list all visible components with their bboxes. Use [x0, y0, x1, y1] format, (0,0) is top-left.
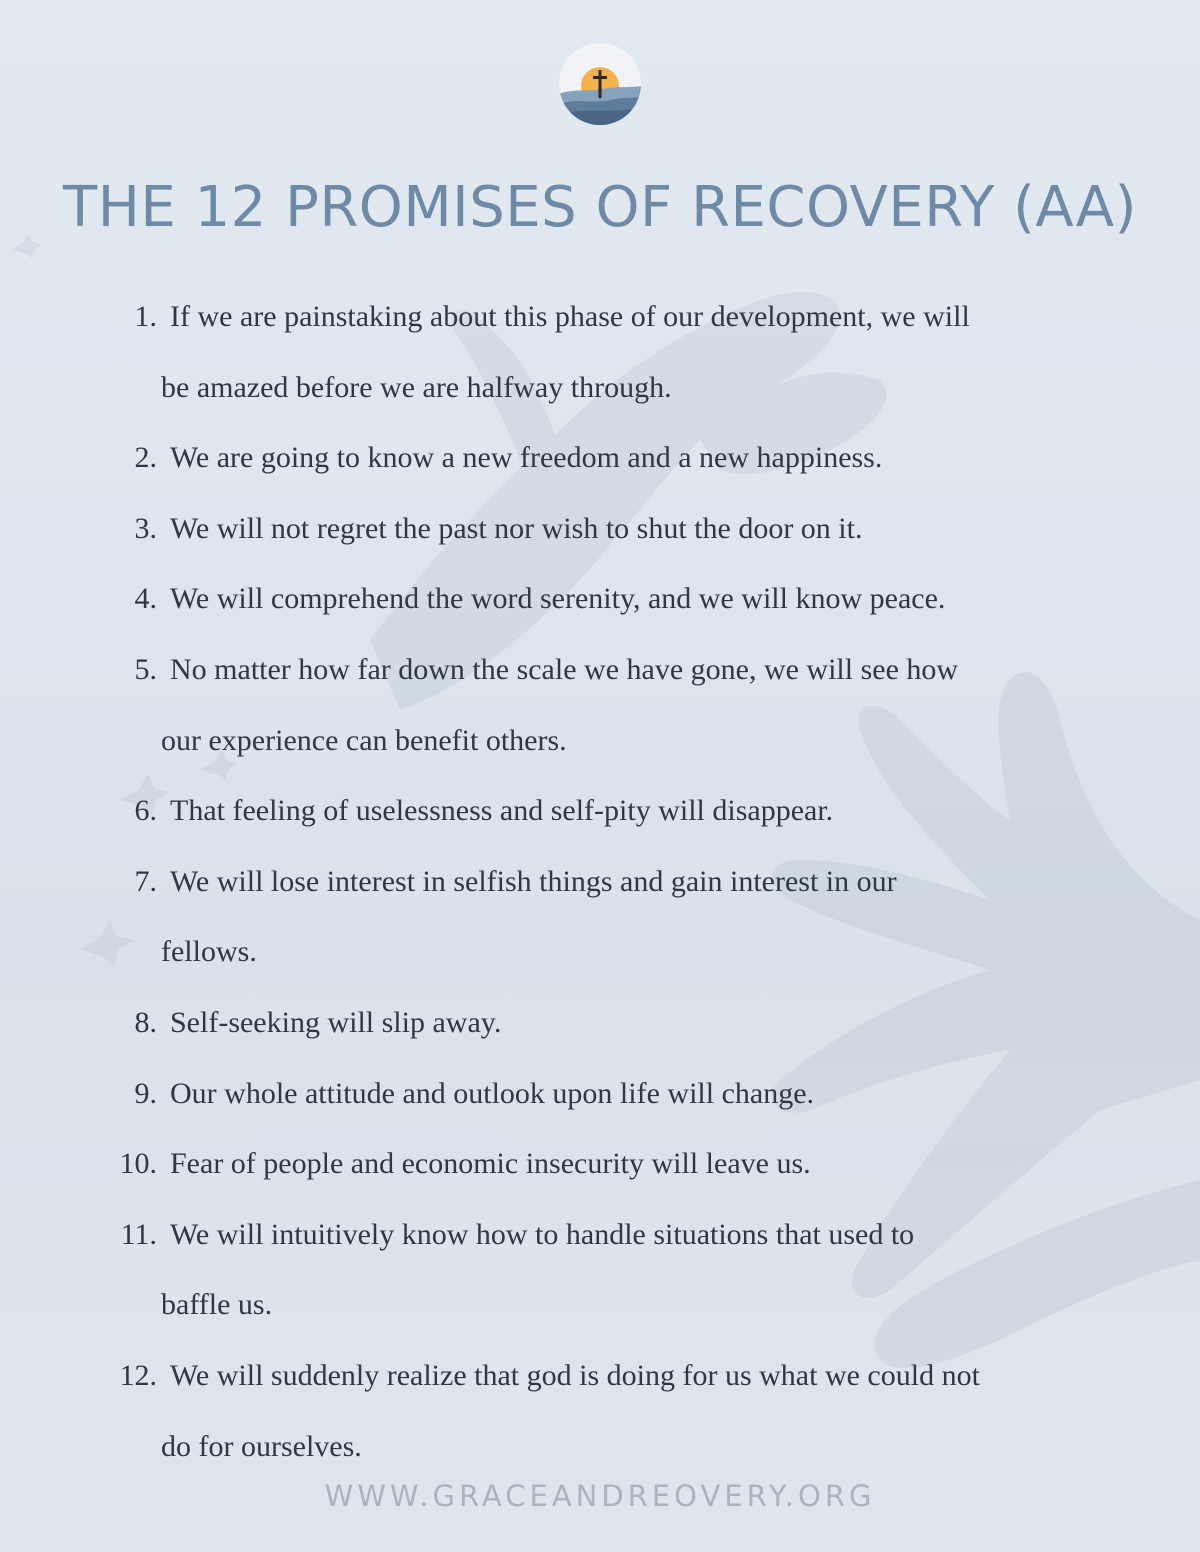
promise-item: [0, 847, 1200, 988]
promise-text-continuation: baffle us.: [161, 1288, 273, 1322]
promise-item: [0, 282, 1200, 423]
promise-text-line: Fear of people and economic insecurity will leave us.: [170, 1147, 811, 1181]
promise-number: 9.: [134, 1076, 157, 1110]
promise-number: 1.: [134, 300, 157, 333]
promise-text-line: We will comprehend the word serenity, and we will know peace.: [170, 582, 946, 616]
promise-number: 7.: [134, 864, 157, 898]
promise-text-line: We will intuitively know how to handle situations that used to: [170, 1217, 915, 1251]
promise-item: [0, 1129, 1200, 1200]
promise-item: [0, 423, 1200, 494]
promise-number: 8.: [134, 1005, 157, 1039]
promise-number: 6.: [134, 794, 157, 828]
promise-text-line: We will lose interest in selfish things and gain interest in our: [170, 864, 897, 898]
promise-number: 12.: [119, 1358, 157, 1392]
promise-text: [161, 1200, 1100, 1341]
promise-text: [161, 282, 1100, 423]
promise-text: [161, 635, 1100, 776]
website-url: WWW.GRACEANDREOVERY.ORG: [324, 1479, 876, 1513]
promise-text-line: That feeling of uselessness and self-pity will disappear.: [170, 794, 834, 828]
promise-text: [170, 564, 1100, 635]
promise-item: [0, 1200, 1200, 1341]
promise-number: 10.: [119, 1147, 157, 1181]
promise-text: [170, 776, 1100, 847]
promise-number: 4.: [134, 582, 157, 616]
promise-text-line: Our whole attitude and outlook upon life will change.: [170, 1076, 815, 1110]
promise-item: [0, 564, 1200, 635]
promise-item: [0, 635, 1200, 776]
cross-sunset-logo-icon: [558, 42, 642, 126]
promise-text: [161, 1341, 1100, 1482]
promise-text-line: We are going to know a new freedom and a new happiness.: [170, 441, 883, 475]
promise-text: [170, 988, 1100, 1059]
promise-item: [0, 776, 1200, 847]
promise-number: 3.: [134, 511, 157, 545]
promise-text-line: We will suddenly realize that god is doing for us what we could not: [170, 1358, 980, 1392]
promise-text-continuation: our experience can benefit others.: [161, 723, 567, 757]
promise-text-continuation: be amazed before we are halfway through.: [161, 370, 672, 404]
promise-text-line: Self-seeking will slip away.: [170, 1005, 502, 1039]
promises-list: [0, 282, 1200, 1482]
promise-text-continuation: do for ourselves.: [161, 1429, 362, 1463]
page-title: THE 12 PROMISES OF RECOVERY (AA): [63, 175, 1137, 240]
promise-text-continuation: fellows.: [161, 935, 257, 969]
promise-text: [170, 423, 1100, 494]
promise-number: 5.: [134, 652, 157, 686]
promise-number: 2.: [134, 441, 157, 475]
promise-item: [0, 1059, 1200, 1130]
promise-text: [170, 494, 1100, 565]
promise-number: 11.: [120, 1217, 157, 1251]
promise-text-line: If we are painstaking about this phase of our development, we will: [170, 300, 970, 333]
promise-text-line: We will not regret the past nor wish to shut the door on it.: [170, 511, 863, 545]
promise-text: [170, 1129, 1100, 1200]
promise-item: [0, 494, 1200, 565]
promise-text-line: No matter how far down the scale we have gone, we will see how: [170, 652, 959, 686]
promise-item: [0, 1341, 1200, 1482]
promise-text: [161, 847, 1100, 988]
promise-text: [170, 1059, 1100, 1130]
promise-item: [0, 988, 1200, 1059]
